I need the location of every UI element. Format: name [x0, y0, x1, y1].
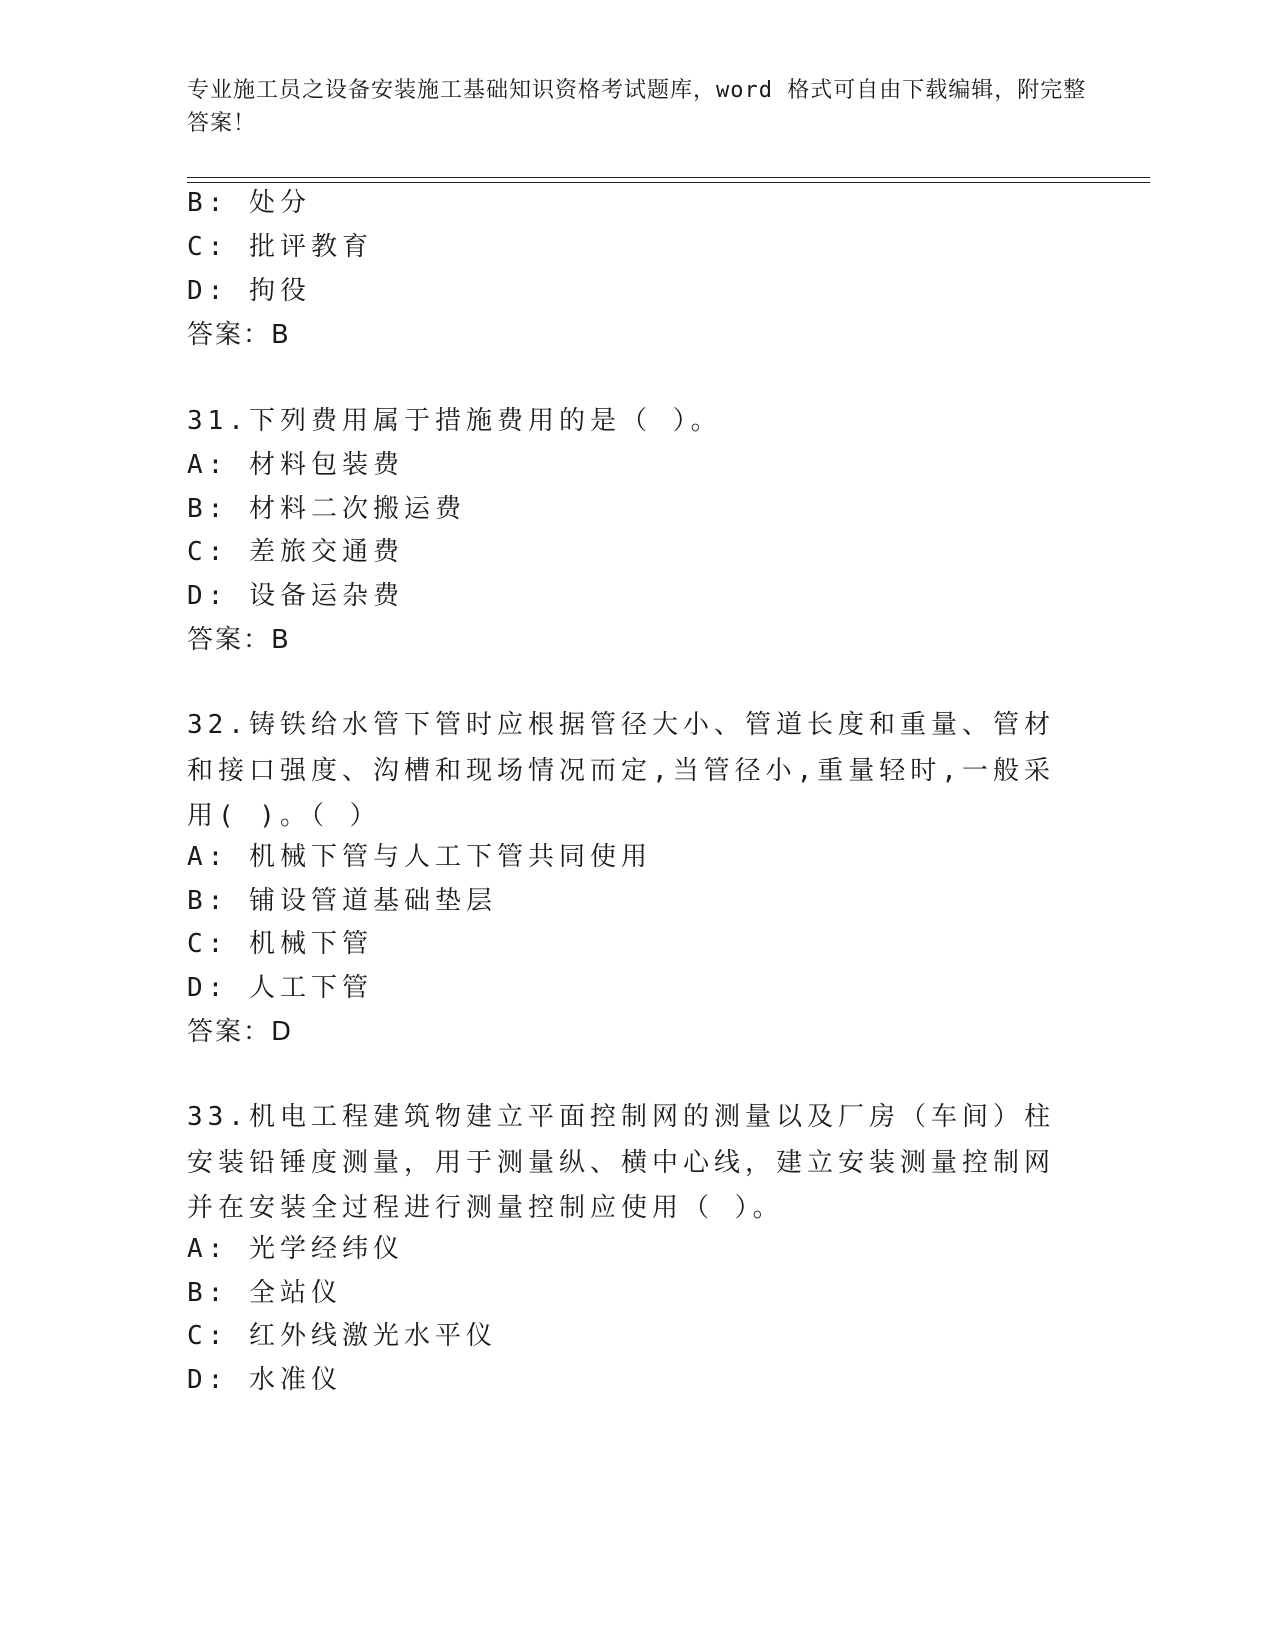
answer-line: 答案：D [187, 1017, 294, 1047]
question-32-text: 32.铸铁给水管下管时应根据管径大小、管道长度和重量、管材和接口强度、沟槽和现场情况而定,当管径小,重量轻时,一般采用( )。（ ） [187, 710, 1055, 831]
answer-line: 答案：B [187, 625, 291, 655]
header-divider [187, 177, 1150, 178]
header-divider-secondary [187, 182, 1150, 183]
question-33-text: 33.机电工程建筑物建立平面控制网的测量以及厂房（车间）柱安装铅锤度测量，用于测量纵、横中心线，建立安装测量控制网并在安装全过程进行测量控制应使用（ ）。 [187, 1102, 1056, 1223]
question-31-text: 31.下列费用属于措施费用的是（ ）。 [187, 406, 722, 436]
option-b: B: 处分 [187, 188, 311, 218]
option-d: D: 设备运杂费 [187, 581, 404, 611]
option-d: D: 拘役 [187, 276, 311, 306]
option-b: B: 材料二次搬运费 [187, 494, 466, 524]
option-b: B: 全站仪 [187, 1278, 342, 1308]
option-d: D: 水准仪 [187, 1365, 342, 1395]
option-b: B: 铺设管道基础垫层 [187, 886, 497, 916]
document-header: 专业施工员之设备安装施工基础知识资格考试题库，word 格式可自由下载编辑，附完整答案！ [187, 78, 1087, 136]
option-a: A: 材料包装费 [187, 450, 404, 480]
option-c: C: 差旅交通费 [187, 537, 404, 567]
option-c: C: 批评教育 [187, 232, 373, 262]
option-c: C: 红外线激光水平仪 [187, 1321, 497, 1351]
option-d: D: 人工下管 [187, 973, 373, 1003]
option-a: A: 光学经纬仪 [187, 1234, 404, 1264]
option-a: A: 机械下管与人工下管共同使用 [187, 842, 652, 872]
option-c: C: 机械下管 [187, 929, 373, 959]
answer-line: 答案：B [187, 320, 291, 350]
